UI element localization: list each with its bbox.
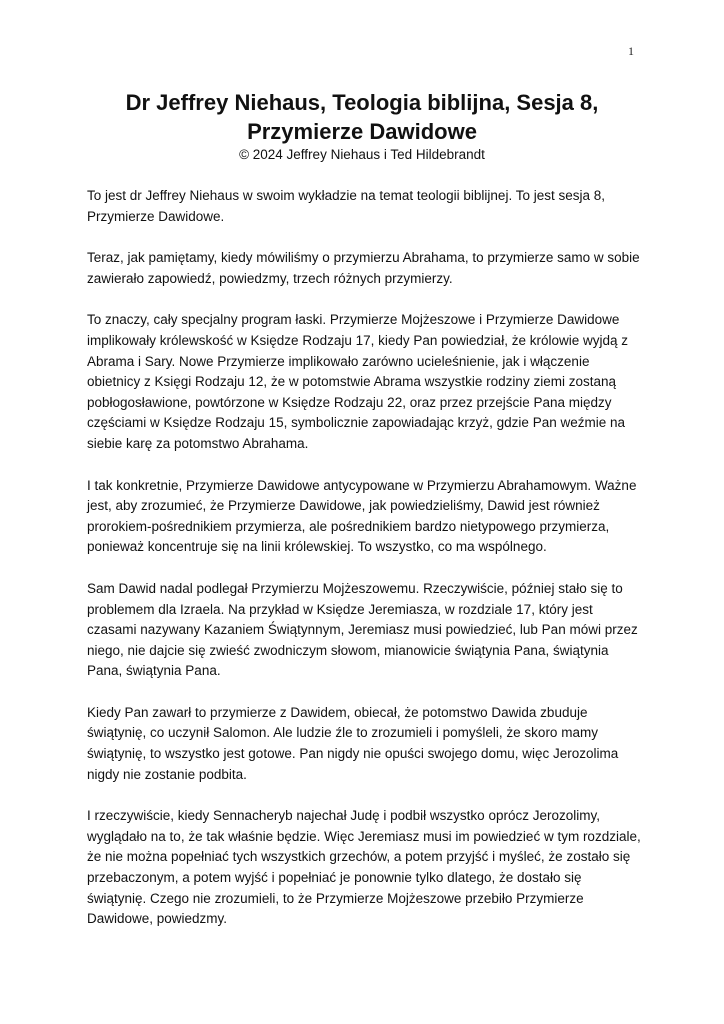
document-header [0, 88, 724, 164]
paragraph: I rzeczywiście, kiedy Sennacheryb najechał Judę i podbił wszystko oprócz Jerozolimy, wyglądało na to, że tak właśnie będzie. Więc Jeremiasz musi im powiedzieć w tym rozdziale, że nie można popełniać tych wszystkich grzechów, a potem przyjść i myśleć, że zostało się przebaczonym, a potem wyjść i popełniać je ponownie tylko dlatego, że dostało się świątynię. Czego nie zrozumieli, to że Przymierze Mojżeszowe przebiło Przymierze Dawidowe, powiedzmy. [87, 808, 641, 927]
document-body [87, 186, 643, 951]
paragraph: Teraz, jak pamiętamy, kiedy mówiliśmy o przymierzu Abrahama, to przymierze samo w sobie zawierało zapowiedź, powiedzmy, trzech różnych przymierzy. [87, 250, 640, 286]
paragraph: Kiedy Pan zawarł to przymierze z Dawidem, obiecał, że potomstwo Dawida zbuduje świątynię, co uczynił Salomon. Ale ludzie źle to zrozumieli i pomyśleli, że skoro mamy świątynię, to wszystko jest gotowe. Pan nigdy nie opuści swojego domu, więc Jerozolima nigdy nie zostanie podbita. [87, 704, 619, 782]
title-line-1: Dr Jeffrey Niehaus, Teologia biblijna, Sesja 8, [125, 90, 599, 115]
paragraph: Sam Dawid nadal podlegał Przymierzu Mojżeszowemu. Rzeczywiście, później stało się to problemem dla Izraela. Na przykład w Księdze Jeremiasza, w rozdziale 17, który jest czasami nazywany Kazaniem Świątynnym, Jeremiasz musi powiedzieć, lub Pan mówi przez niego, nie dajcie się zwieść zwodniczym słowom, mianowicie świątynia Pana, świątynia Pana, świątynia Pana. [87, 580, 638, 679]
paragraph: I tak konkretnie, Przymierze Dawidowe antycypowane w Przymierzu Abrahamowym. Ważne jest, aby zrozumieć, że Przymierze Dawidowe, jak powiedzieliśmy, Dawid jest również prorokiem-pośrednikiem przymierza, ale pośrednikiem bardzo nietypowego przymierza, ponieważ koncentruje się na linii królewskiej. To wszystko, co ma wspólnego. [87, 477, 637, 555]
copyright-notice: © 2024 Jeffrey Niehaus i Ted Hildebrandt [239, 147, 485, 162]
page-number: 1 [628, 44, 634, 58]
paragraph: To jest dr Jeffrey Niehaus w swoim wykładzie na temat teologii biblijnej. To jest sesja 8, Przymierze Dawidowe. [87, 188, 605, 224]
title-line-2: Przymierze Dawidowe [247, 119, 477, 144]
document-title [0, 88, 724, 146]
paragraph: To znaczy, cały specjalny program łaski. Przymierze Mojżeszowe i Przymierze Dawidowe implikowały królewskość w Księdze Rodzaju 17, kiedy Pan powiedział, że królowie wyjdą z Abrama i Sary. Nowe Przymierze implikowało zarówno ucieleśnienie, jak i włączenie obietnicy z Księgi Rodzaju 12, że w potomstwie Abrama wszystkie rodziny ziemi zostaną pobłogosławione, powtórzone w Księdze Rodzaju 22, oraz przez przejście Pana między częściami w Księdze Rodzaju 15, symbolicznie zapowiadając krzyż, gdzie Pan weźmie na siebie karę za potomstwo Abrahama. [87, 312, 628, 451]
